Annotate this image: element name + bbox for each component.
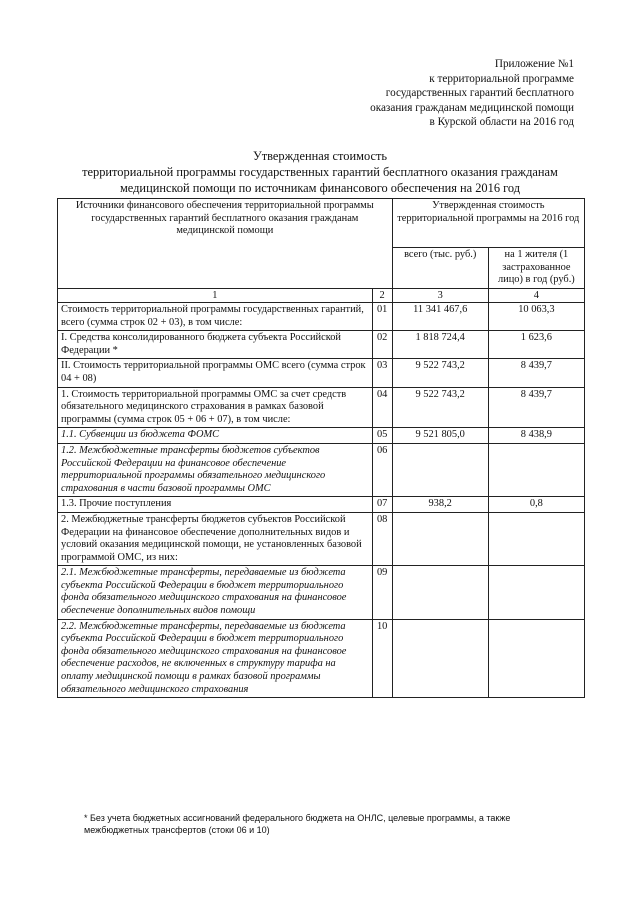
- row-per-capita: [488, 619, 584, 698]
- header-total: всего (тыс. руб.): [392, 248, 488, 289]
- table-header-row: [58, 199, 585, 248]
- column-number-row: [58, 289, 585, 303]
- row-label: II. Стоимость территориальной программы ОМС всего (сумма строк 04 + 08): [58, 359, 373, 387]
- header-approved-cost: Утвержденная стоимость территориальной программы на 2016 год: [392, 199, 584, 248]
- table-row: [58, 359, 585, 387]
- row-per-capita: 8 439,7: [488, 387, 584, 428]
- row-code: 07: [372, 497, 392, 513]
- row-total: [392, 619, 488, 698]
- appendix-caption: [244, 57, 574, 130]
- row-per-capita: 0,8: [488, 497, 584, 513]
- title-line: медицинской помощи по источникам финансового обеспечения на 2016 год: [119, 180, 521, 195]
- row-code: 09: [372, 566, 392, 619]
- footnote-line: межбюджетных трансфертов (стоки 06 и 10): [84, 825, 270, 835]
- appendix-line: оказания гражданам медицинской помощи: [370, 101, 574, 114]
- row-per-capita: 8 439,7: [488, 359, 584, 387]
- column-number: 3: [392, 289, 488, 303]
- row-per-capita: [488, 443, 584, 496]
- column-number: 2: [372, 289, 392, 303]
- appendix-line: в Курской области на 2016 год: [429, 116, 574, 129]
- table-row: [58, 443, 585, 496]
- table-row: [58, 331, 585, 359]
- row-total: [392, 566, 488, 619]
- appendix-line: к территориальной программе: [429, 72, 574, 85]
- row-total: 9 522 743,2: [392, 359, 488, 387]
- table-row: [58, 619, 585, 698]
- footnote: [84, 812, 604, 836]
- appendix-line: Приложение №1: [494, 58, 574, 70]
- row-label: 1. Стоимость территориальной программы ОМС за счет средств обязательного медицинского страхования в рамках базовой программы (сумма строк 05 + 06 + 07), в том числе:: [58, 387, 373, 428]
- row-per-capita: 8 438,9: [488, 428, 584, 444]
- table-row: [58, 387, 585, 428]
- table-row: [58, 497, 585, 513]
- row-label: Стоимость территориальной программы государственных гарантий, всего (сумма строк 02 + 03), в том числе:: [58, 303, 373, 331]
- column-number: 4: [488, 289, 584, 303]
- row-per-capita: 1 623,6: [488, 331, 584, 359]
- row-code: 06: [372, 443, 392, 496]
- table-row: [58, 428, 585, 444]
- row-code: 05: [372, 428, 392, 444]
- row-total: 11 341 467,6: [392, 303, 488, 331]
- title-line: Утвержденная стоимость: [252, 149, 388, 163]
- table-row: [58, 303, 585, 331]
- row-code: 01: [372, 303, 392, 331]
- row-total: [392, 443, 488, 496]
- table-row: [58, 566, 585, 619]
- financing-table: [57, 198, 585, 698]
- row-code: 08: [372, 512, 392, 565]
- row-label: 2. Межбюджетные трансферты бюджетов субъектов Российской Федерации на финансовое обеспечение дополнительных видов и условий оказания медицинской помощи, не установленных базовой программой ОМС, из них:: [58, 512, 373, 565]
- document-title: [40, 149, 600, 196]
- appendix-line: государственных гарантий бесплатного: [385, 87, 574, 100]
- row-total: [392, 512, 488, 565]
- column-number: 1: [58, 289, 373, 303]
- row-label: 1.2. Межбюджетные трансферты бюджетов субъектов Российской Федерации на финансовое обеспечение территориальной программы обязательного медицинского страхования в части базовой программы ОМС: [58, 443, 373, 496]
- row-code: 03: [372, 359, 392, 387]
- row-per-capita: [488, 512, 584, 565]
- footnote-line: * Без учета бюджетных ассигнований федерального бюджета на ОНЛС, целевые программы, а также: [84, 813, 511, 823]
- row-total: 9 522 743,2: [392, 387, 488, 428]
- row-label: 1.3. Прочие поступления: [58, 497, 373, 513]
- row-label: 2.2. Межбюджетные трансферты, передаваемые из бюджета субъекта Российской Федерации в бюджет территориального фонда обязательного медицинского страхования на финансовое обеспечение расходов, не включенных в структуру тарифа на оплату медицинской помощи в рамках базовой программы обязательного медицинского страхования: [58, 619, 373, 698]
- row-code: 04: [372, 387, 392, 428]
- title-line: территориальной программы государственных гарантий бесплатного оказания гражданам: [82, 164, 558, 179]
- row-total: 938,2: [392, 497, 488, 513]
- row-label: 2.1. Межбюджетные трансферты, передаваемые из бюджета субъекта Российской Федерации в бюджет территориального фонда обязательного медицинского страхования на финансовое обеспечение дополнительных видов помощи: [58, 566, 373, 619]
- row-label: 1.1. Субвенции из бюджета ФОМС: [58, 428, 373, 444]
- row-total: 1 818 724,4: [392, 331, 488, 359]
- header-sources: Источники финансового обеспечения территориальной программы государственных гарантий бесплатного оказания гражданам медицинской помощи: [58, 199, 393, 289]
- row-code: 02: [372, 331, 392, 359]
- row-code: 10: [372, 619, 392, 698]
- row-total: 9 521 805,0: [392, 428, 488, 444]
- header-per-capita: на 1 жителя (1 застрахованное лицо) в год (руб.): [488, 248, 584, 289]
- row-per-capita: [488, 566, 584, 619]
- row-label: I. Средства консолидированного бюджета субъекта Российской Федерации *: [58, 331, 373, 359]
- table-row: [58, 512, 585, 565]
- row-per-capita: 10 063,3: [488, 303, 584, 331]
